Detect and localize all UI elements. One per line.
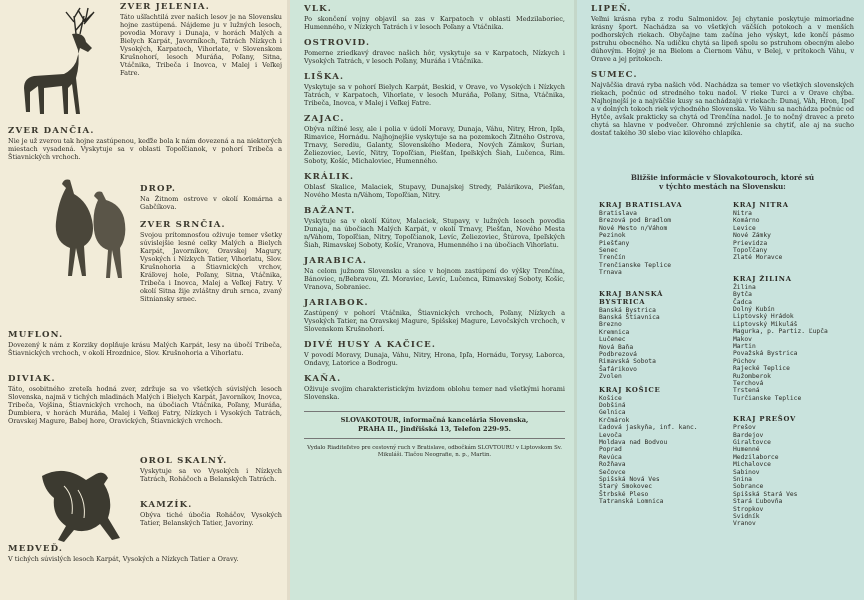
heading-sumec: SUMEC. — [591, 70, 638, 80]
office-town: Trnava — [599, 269, 622, 277]
office-town: Banská Bystrica — [599, 306, 656, 314]
office-town: Turčianske Teplice — [733, 394, 802, 402]
heading-dancia: ZVER DANČIA. — [8, 126, 95, 136]
region-0 — [599, 201, 709, 277]
text-dancia: Nie je už zverou tak hojne zastúpenou, keďže bola k nám dovezená a na niektorých miestach vysadená. Vyskytuje sa v oblasti Topoľčianok, v pohorí Tribeča a Štiavnických vrchoch. — [8, 137, 282, 161]
office-town: Rimavská Sobota — [599, 358, 656, 366]
imprint-line-2: PRAHA II., Jindřišská 13, Telefon 229-95. — [358, 425, 511, 433]
heading-jelen: ZVER JELENIA. — [120, 2, 210, 12]
printer-footer: Vydalo Riaditeľstvo pre cestovný ruch v Bratislave, odbočkám SLOVTOURU v Liptovskom Sv. Mikuláši. Tlačou Neografie, n. p., Martin. — [307, 445, 562, 458]
office-town: Košice — [599, 394, 622, 402]
office-town: Rožňava — [599, 461, 626, 469]
office-town: Nová Baňa — [599, 343, 634, 351]
office-town: Rajecké Teplice — [733, 365, 790, 373]
text-jarabica: Na celom južnom Slovensku a síce v hojnom zastúpení do výšky Trenčína, Bánoviec, n/Bebravou, Zl. Moraviec, Levíc, Lučenca, Rimavskej Soboty, Košíc, Vranova, Sobraniec. — [304, 267, 565, 291]
office-town: Terchová — [733, 380, 764, 388]
region-1 — [733, 201, 843, 262]
bustard-illustration — [40, 172, 130, 282]
heading-kamzik: KAMZÍK. — [140, 500, 193, 510]
office-town: Banská Štiavnica — [599, 314, 660, 321]
office-town: Dobšiná — [599, 402, 626, 409]
text-orol: Vyskytuje sa vo Vysokých i Nízkych Tatrách, Roháčoch a Belanských Tatrách. — [140, 467, 282, 483]
office-town: Martin — [733, 343, 756, 351]
office-town: Moldava nad Bodvou — [599, 439, 668, 447]
region-heading: KRAJ KOŠICE — [599, 385, 661, 394]
office-town: Revúca — [599, 453, 622, 461]
office-town: Ružomberok — [733, 372, 771, 380]
office-town: Čadca — [733, 298, 752, 306]
region-heading: KRAJ ŽILINA — [733, 274, 792, 283]
heading-lipen: LIPEŇ. — [591, 4, 632, 14]
office-town: Trstená — [733, 387, 760, 395]
heading-drop: DROP. — [140, 184, 177, 194]
text-jelen: Táto ušľachtilá zver našich lesov je na Slovensku hojne zastúpená. Nájdeme ju v lužných lesoch, povodia Moravy i Dunaja, v horách Malých a Bielych Karpát, Javorníkoch, Tatrách Nízkych i Vysokých, Karpatoch, Vihorlate, v Slovenskom Krušnohorí, lesoch Muráňa, Poľany, Sitna, Vtáčnika, Tribeča i Inovca, v Malej i Veľkej Fatre. — [120, 13, 282, 77]
office-town: Piešťany — [599, 239, 630, 247]
office-town: Senec — [599, 247, 618, 255]
office-town: Vranov — [733, 520, 756, 528]
text-liska: Vyskytuje sa v pohorí Bielych Karpát, Beskid, v Orave, vo Vysokých i Nízkych Tatrách, v Karpatoch, Vihorlate, v lesoch Muráňa, Poľany, Sitna, Vtáčnika, Tribeča, Inovca, v Malej i Veľkej Fatre. — [304, 83, 565, 107]
office-town: Stará Ľubovňa — [733, 498, 783, 506]
section-medved — [8, 544, 282, 570]
office-town: Púchov — [733, 357, 756, 365]
heading-srncia: ZVER SRNČIA. — [140, 220, 226, 230]
text-kamzik: Obýva tiché úbočia Roháčov, Vysokých Tatier, Belanských Tatier, Javoriny. — [140, 511, 282, 527]
region-3 — [599, 290, 709, 381]
office-town: Spišská Stará Ves — [733, 490, 798, 498]
office-town: Nové Zámky — [733, 232, 771, 240]
office-town: Nové Mesto n/Váhom — [599, 224, 668, 232]
office-town: Levice — [733, 224, 756, 232]
office-town: Trenčianske Teplice — [599, 261, 672, 269]
region-heading: KRAJ BRATISLAVA — [599, 201, 683, 209]
office-town: Svidník — [733, 513, 760, 521]
office-town: Prievidza — [733, 239, 768, 247]
text-drop: Na Žitnom ostrove v okolí Komárna a Gabčíkova. — [140, 195, 282, 211]
publisher-imprint — [304, 411, 565, 439]
heading-zajac: ZAJAC. — [304, 114, 345, 124]
office-town: Krčmárok — [599, 416, 630, 424]
office-town: Humenné — [733, 446, 760, 454]
office-town: Podbrezová — [599, 351, 637, 359]
panel-game-animals — [0, 0, 290, 600]
office-town: Trenčín — [599, 254, 626, 262]
heading-jarabica: JARABICA. — [304, 256, 368, 266]
office-town: Zvolen — [599, 373, 622, 381]
office-town: Sabinov — [733, 468, 760, 476]
section-muflon — [8, 330, 282, 364]
office-town: Michalovce — [733, 461, 771, 469]
office-town: Považská Bystrica — [733, 350, 798, 358]
heading-husy: DIVÉ HUSY A KAČICE. — [304, 340, 437, 350]
office-town: Medzilaborce — [733, 453, 779, 461]
text-srncia: Svojou prítomnosťou oživuje temer všetky súvislejšie lesné celky Malých a Bielych Karpát, Javorníkov, Oravskej Magury, Vysokých i Nízkych Tatier, Vihorlatu, Slov. Krušnohoria a Štiavnických vrchov, Kráľovej hole, Poľany, Sitna, Vtáčnika, Tribeča i Inovca, Malej a Veľkej Fatry. V okolí Sitna žije zvláštny druh srnca, zvaný Sitniansky srnec. — [140, 231, 282, 303]
panel-fish-and-offices — [577, 0, 864, 600]
office-town: Brezno — [599, 321, 622, 329]
office-town: Starý Smokovec — [599, 483, 653, 491]
text-kana: Oživuje svojim charakteristickým hvizdom oblohu temer nad všetkými horami Slovenska. — [304, 385, 565, 401]
region-heading: KRAJ NITRA — [733, 201, 789, 209]
section-drop — [140, 184, 282, 218]
text-zajac: Obýva nížiné lesy, ale i polia v údolí Moravy, Dunaja, Váhu, Nitry, Hron, Ipľa, Rimavice, Hornádu. Najhojnejšie vyskytuje sa na pozemkoch Žitného Ostrova, Trnavy, Serediu, Galanty, Slovenského Medera, Nových Zámkov, Šurian, Želiezoviec, Levíc, Nitry, Topoľčian, Piešťan, Ipeľských Šiah, Lučenca, Rim. Soboty, Košíc, Michaloviec, Humenného. — [304, 125, 565, 165]
heading-kana: KAŇA. — [304, 374, 342, 384]
text-medved: V tichých súvislých lesoch Karpát, Vysokých a Nízkych Tatier a Oravy. — [8, 555, 239, 563]
heading-muflon: MUFLON. — [8, 330, 64, 340]
section-kamzik — [140, 500, 282, 534]
office-town: Prešov — [733, 424, 756, 432]
office-town: Gelnica — [599, 409, 626, 417]
text-ostrovid: Pomerne zriedkavý dravec našich hôr, vyskytuje sa v Karpatoch, Nízkych i Vysokých Tatrách, v lesoch Poľany, Muráňa i Vtáčnika. — [304, 49, 565, 65]
region-4 — [599, 386, 709, 506]
region-2 — [733, 275, 843, 403]
office-town: Bytča — [733, 291, 752, 299]
office-town: Komárno — [733, 217, 760, 225]
office-town: Levoča — [599, 431, 622, 439]
office-regions — [591, 201, 854, 541]
text-sumec: Najväčšia dravá ryba našich vôd. Nachádza sa temer vo všetkých slovenských riekach, počnúc od stredného toku nadol. V rieke Turci a v Orave chýba. Najhojnejší je a najväčšie kusy sa nachádzajú v riekach: Dunaj, Váh, Hron, Ipeľ a v dolných tokoch riek východného Slovenska. Vo Váhu sa nachádza počnúc od Hytče, avšak prakticky sa chytá od Trenčína nadol. Je to nočný dravec a preto chytá sa hlavne v podvečer. Ohromné zrýchlenie sa chytiť, ale aj na sucho dostať takého 30 slebo viac kilového chlapíka. — [591, 81, 854, 137]
office-town: Sobrance — [733, 483, 764, 491]
text-diviak: Táto, osobitného zreteľa hodná zver, zdržuje sa vo všetkých súvislých lesoch Slovenska, najmä v tichých mladinách Malých i Bielych Karpát, Javorníkov, Inovca, Tribeča, Vojšina, Štiavnických vrchoch, na úbočiach Vtáčnika, Poľany, Muráňa, Ďumbiera, v horách Muráňa, Malej i Veľkej Fatry, Nízkych i Vysokých Tatrách, Oravskej Magure, Babej hore, Oravických, Štiavnických vrchoch. — [8, 385, 282, 425]
office-town: Štrbské Pleso — [599, 490, 649, 498]
heading-vlk: VLK. — [304, 4, 332, 14]
section-diviak — [8, 374, 282, 432]
region-5 — [733, 415, 843, 528]
section-dancia — [8, 126, 282, 168]
text-lipen: Veľmi krásna ryba z rodu Salmonidov. Jej chytanie poskytuje mimoriadne krásny šport. Nachádza sa vo všetkých väčších potokoch a v menších podhorských riekach. Obyčajne tam začína jeho výskyt, kde končí pásmo pstruhu obecného. Na udičku chytá sa lipeň spolu so pstruhom obecným alebo dúhovým. Hojný je na Bielom a Čiernom Váhu, v Belej, v prítokoch Váhu, v Orave a jej prítokoch. — [591, 15, 854, 63]
office-town: Giraltovce — [733, 439, 771, 446]
office-town: Dolný Kubín — [733, 306, 775, 314]
office-town: Stropkov — [733, 505, 764, 513]
text-kralik: Oblasť Skalice, Malaciek, Stupavy, Dunajskej Stredy, Palárikova, Piešťan, Nového Mesta n/Váhom, Topoľčian, Nitry. — [304, 183, 565, 199]
office-town: Spišská Nová Ves — [599, 476, 660, 484]
office-town: Topoľčany — [733, 247, 768, 255]
section-jelen — [120, 2, 282, 84]
office-town: Pezinok — [599, 232, 626, 240]
office-town: Žilina — [733, 283, 756, 291]
heading-medved: MEDVEĎ. — [8, 544, 64, 554]
text-jariabok: Zastúpený v pohorí Vtáčnika, Štiavnických vrchoch, Poľany, Nízkych a Vysokých Tatier, na Oravskej Magure, Spišskej Magure, Levočských vrchoch, v Slovenskom Krušnohorí. — [304, 309, 565, 333]
heading-bazant: BAŽANT. — [304, 206, 356, 216]
text-vlk: Po skončení vojny objavil sa zas v Karpatoch v oblasti Medzilaboriec, Humenného, v Nízkych Tatrách i v lesoch Poľany a Vtáčnika. — [304, 15, 565, 31]
eagle-illustration — [34, 456, 130, 544]
text-muflon: Dovezený k nám z Korziky doplňuje krásu Malých Karpát, lesy na úbočí Tribeča, Štiavnických vrchoch, v okolí Hrozdnice, Slov. Krušnohoria a Vihorlatu. — [8, 341, 282, 357]
heading-ostrovid: OSTROVID. — [304, 38, 371, 48]
office-town: Kremnica — [599, 328, 630, 336]
office-town: Snina — [733, 476, 752, 484]
deer-illustration — [14, 4, 114, 122]
info-heading — [591, 173, 854, 191]
imprint-line-1: SLOVAKOTOUR, informačná kancelária Slovenska, — [340, 416, 529, 424]
office-town: Poprad — [599, 446, 622, 454]
text-husy: V povodí Moravy, Dunaja, Váhu, Nitry, Hrona, Ipľa, Hornádu, Torysy, Laborca, Ondavy, Latorice a Bodrogu. — [304, 351, 565, 367]
heading-jariabok: JARIABOK. — [304, 298, 369, 308]
region-heading: KRAJ BANSKÁ BYSTRICA — [599, 289, 664, 306]
office-town: Liptovský Mikuláš — [733, 320, 798, 328]
office-town: Magurka, p. Partiz. Ľupča — [733, 328, 828, 336]
office-town: Nitra — [733, 210, 752, 217]
text-bazant: Vyskytuje sa v okolí Kútov, Malaciek, Stupavy, v lužných lesoch povodia Dunaja, na úbočiach Malých Karpát, v okolí Trnavy, Piešťan, Nového Mesta n/Váhom, Topoľčian, Nitry, Topoľčianok, Levíc, Želiezoviec, Štúrova, Ipeľských Šiah, Rimavskej Soboty, Košíc, Vranova, Humenného i na úbočiach Vihorlatu. — [304, 217, 565, 249]
heading-kralik: KRÁLIK. — [304, 172, 355, 182]
heading-orol: OROL SKALNÝ. — [140, 456, 228, 466]
region-heading: KRAJ PREŠOV — [733, 415, 797, 424]
office-town: Tatranská Lomnica — [599, 498, 664, 506]
info-line-1: Bližšie informácie v Slovakotouroch, ktoré sú — [630, 173, 815, 182]
office-town: Ľadová jaskyňa, inf. kanc. — [599, 424, 698, 432]
office-town: Šafárikovo — [599, 365, 637, 373]
office-town: Brezová pod Bradlom — [599, 217, 672, 225]
office-town: Zlaté Moravce — [733, 254, 783, 262]
office-town: Sečovce — [599, 468, 626, 476]
office-town: Makov — [733, 335, 752, 343]
office-town: Liptovský Hrádok — [733, 313, 794, 321]
office-town: Lučenec — [599, 336, 626, 344]
office-town: Bratislava — [599, 210, 637, 217]
section-srncia — [140, 220, 282, 310]
section-orol — [140, 456, 282, 490]
heading-diviak: DIVIAK. — [8, 374, 56, 384]
panel-game-animals-2 — [290, 0, 577, 600]
info-line-2: v týchto mestách na Slovensku: — [659, 182, 786, 191]
office-town: Bardejov — [733, 431, 764, 439]
heading-liska: LIŠKA. — [304, 72, 345, 82]
